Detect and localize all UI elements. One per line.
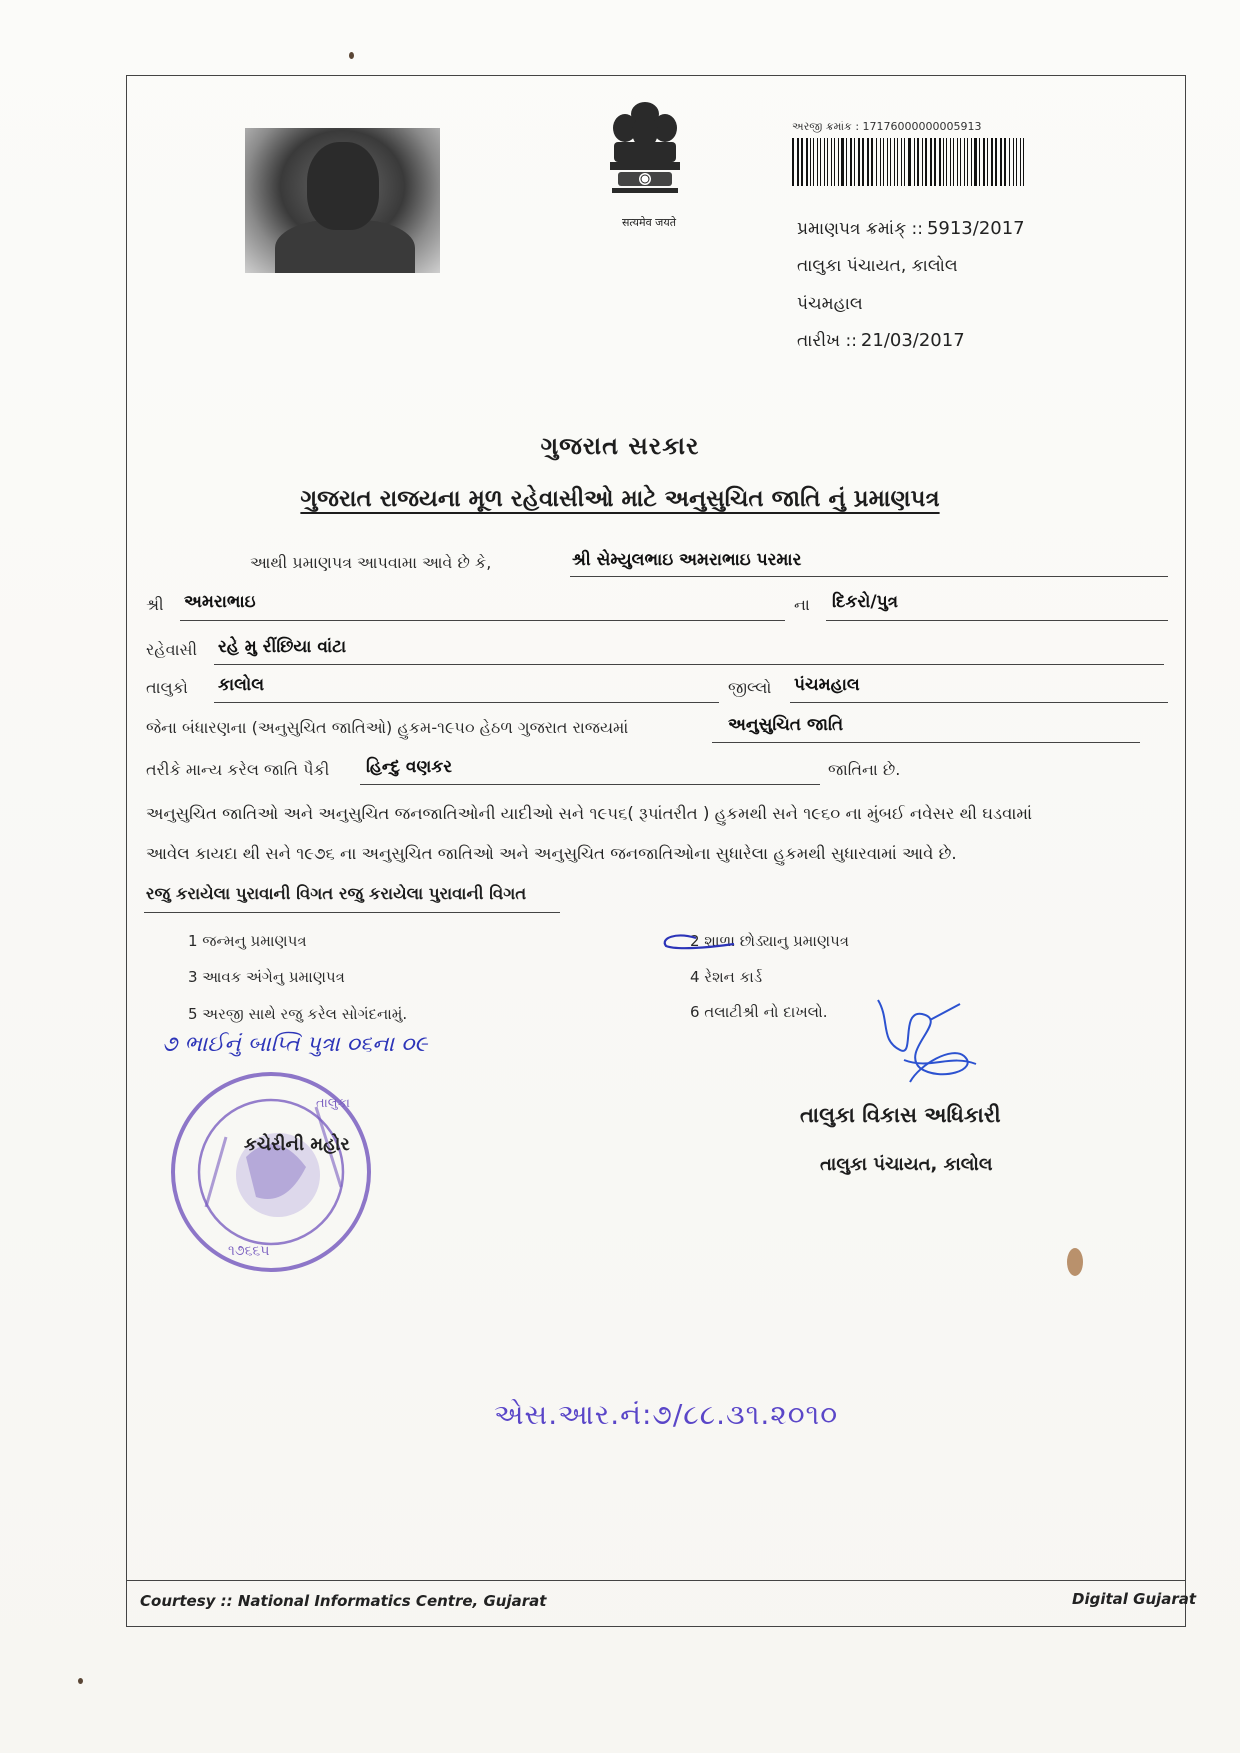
barcode-bar bbox=[810, 138, 811, 186]
certificate-title: ગુજરાત રાજયના મૂળ રહેવાસીઓ માટે અનુસુચિત જાતિ નું પ્રમાણપત્ર bbox=[300, 486, 940, 512]
footer-courtesy: Courtesy :: National Informatics Centre, Gujarat bbox=[140, 1592, 547, 1610]
underline bbox=[360, 784, 820, 785]
barcode-bar bbox=[817, 138, 818, 186]
barcode-bar bbox=[914, 138, 915, 186]
barcode-bar bbox=[858, 138, 860, 186]
shri-label: શ્રી bbox=[146, 595, 164, 614]
barcode-bar bbox=[806, 138, 808, 186]
issue-date: તારીખ :: 21/03/2017 bbox=[797, 330, 965, 351]
paper-speck bbox=[78, 1678, 83, 1684]
barcode-bar bbox=[925, 138, 927, 186]
barcode-bar bbox=[1013, 138, 1014, 186]
underline bbox=[144, 912, 560, 913]
barcode-bar bbox=[820, 138, 821, 186]
evidence-item: 1 જન્મનુ પ્રમાણપત્ર bbox=[188, 932, 307, 950]
barcode-bar bbox=[934, 138, 936, 186]
svg-text:તાલુકા: તાલુકા bbox=[316, 1096, 350, 1111]
barcode-bar bbox=[901, 138, 902, 186]
relation: દિકરો/પુત્ર bbox=[832, 592, 899, 612]
applicant-name: શ્રી સેમ્યુલભાઇ અમરાભાઇ પરમાર bbox=[572, 550, 802, 570]
government-title: ગુજરાત સરકાર bbox=[540, 432, 700, 460]
barcode-bar bbox=[897, 138, 898, 186]
barcode-bar bbox=[831, 138, 832, 186]
category: અનુસુચિત જાતિ bbox=[728, 715, 844, 735]
office-stamp bbox=[166, 1067, 376, 1277]
barcode-bar bbox=[979, 138, 980, 186]
barcode-bar bbox=[943, 138, 944, 186]
barcode-bar bbox=[883, 138, 884, 186]
barcode-bar bbox=[991, 138, 993, 186]
intro-label: આથી પ્રમાણપત્ર આપવામા આવે છે કે, bbox=[250, 553, 492, 572]
caste: હિન્દુ વણકર bbox=[366, 757, 453, 777]
barcode-bar bbox=[876, 138, 877, 186]
barcode-bar bbox=[834, 138, 835, 186]
barcode-bar bbox=[813, 138, 814, 186]
evidence-item: 2 શાળા છોડ્યાનુ પ્રમાણપત્ર bbox=[690, 932, 849, 950]
caste-suffix: જાતિના છે. bbox=[828, 760, 901, 779]
barcode-bar bbox=[946, 138, 947, 186]
barcode-bar bbox=[950, 138, 951, 186]
underline bbox=[180, 620, 785, 621]
barcode-bar bbox=[1023, 138, 1024, 186]
district-label: જીલ્લો bbox=[728, 678, 772, 697]
barcode-bar bbox=[1000, 138, 1002, 186]
legal-text-line-1: અનુસુચિત જાતિઓ અને અનુસુચિત જનજાતિઓની યાદીઓ સને ૧૯૫૬( રૂપાંતરીત ) હુકમથી સને ૧૯૬૦ ના મુંબઈ નવેસર થી ઘડવામાં bbox=[146, 804, 1033, 823]
barcode-bar bbox=[922, 138, 923, 186]
barcode-bar bbox=[792, 138, 794, 186]
na-label: ના bbox=[794, 595, 810, 614]
recognized-label: તરીકે માન્ય કરેલ જાતિ પૈકી bbox=[146, 760, 330, 779]
issuing-office: તાલુકા પંચાયત, કાલોલ bbox=[797, 256, 958, 276]
barcode-bar bbox=[939, 138, 941, 186]
underline bbox=[214, 664, 1164, 665]
taluka: કાલોલ bbox=[218, 675, 265, 695]
barcode-bar bbox=[890, 138, 891, 186]
underline bbox=[712, 742, 1140, 743]
barcode-bar bbox=[930, 138, 932, 186]
footer-brand: Digital Gujarat bbox=[1072, 1590, 1197, 1608]
address: રહે મુ રીંછિયા વાંટા bbox=[218, 637, 347, 657]
barcode-bar bbox=[904, 138, 905, 186]
barcode-bar bbox=[841, 138, 844, 186]
barcode-bar bbox=[827, 138, 828, 186]
handwritten-note: ૭ ભાઈનું બાપ્તિ પુત્રા ૦૬ના ૦૯ bbox=[162, 1032, 428, 1057]
barcode-bar bbox=[846, 138, 847, 186]
evidence-item: 4 રેશન કાર્ડ bbox=[690, 968, 763, 986]
barcode-bar bbox=[1004, 138, 1006, 186]
evidence-heading: રજુ કરાયેલા પુરાવાની વિગત રજુ કરાયેલા પુરાવાની વિગત bbox=[146, 884, 527, 903]
father-name: અમરાભાઇ bbox=[184, 592, 256, 612]
barcode-bar bbox=[797, 138, 799, 186]
barcode-bar bbox=[850, 138, 852, 186]
evidence-item: 6 તલાટીશ્રી નો દાખલો. bbox=[690, 1003, 828, 1021]
barcode-bar bbox=[917, 138, 919, 186]
barcode-bar bbox=[824, 138, 825, 186]
underline bbox=[826, 620, 1168, 621]
barcode-bar bbox=[887, 138, 888, 186]
barcode-bar bbox=[862, 138, 864, 186]
barcode-bar bbox=[1009, 138, 1010, 186]
barcode-bar bbox=[995, 138, 997, 186]
application-number: અરજી ક્રમાંક : 17176000000005913 bbox=[792, 120, 982, 133]
barcode-bar bbox=[964, 138, 965, 186]
barcode bbox=[792, 138, 1028, 186]
issuing-district: પંચમહાલ bbox=[797, 294, 863, 314]
barcode-bar bbox=[880, 138, 881, 186]
legal-text-line-2: આવેલ કાયદા થી સને ૧૯૭૬ ના અનુસુચિત જાતિઓ અને અનુસુચિત જનજાતિઓના સુધારેલા હુકમથી સુધારવામાં આવે છે. bbox=[146, 844, 957, 863]
emblem-motto: सत्यमेव जयते bbox=[621, 216, 676, 229]
strike-mark bbox=[656, 930, 736, 960]
applicant-photo bbox=[245, 128, 440, 273]
evidence-item: 5 અરજી સાથે રજુ કરેલ સોગંદનામું. bbox=[188, 1005, 408, 1023]
barcode-bar bbox=[871, 138, 873, 186]
barcode-bar bbox=[960, 138, 961, 186]
barcode-bar bbox=[967, 138, 968, 186]
underline bbox=[570, 576, 1168, 577]
barcode-bar bbox=[801, 138, 803, 186]
underline bbox=[214, 702, 719, 703]
office-seal-label: કચેરીની મહોર bbox=[244, 1134, 350, 1155]
barcode-bar bbox=[838, 138, 839, 186]
barcode-bar bbox=[908, 138, 911, 186]
barcode-bar bbox=[1020, 138, 1021, 186]
barcode-bar bbox=[987, 138, 988, 186]
state-emblem-icon bbox=[600, 98, 690, 210]
barcode-bar bbox=[894, 138, 895, 186]
district: પંચમહાલ bbox=[794, 675, 860, 695]
svg-text:૧૭૬૬૫: ૧૭૬૬૫ bbox=[228, 1243, 270, 1259]
footer-divider bbox=[126, 1580, 1186, 1581]
paper-speck bbox=[349, 52, 354, 59]
barcode-bar bbox=[974, 138, 977, 186]
barcode-bar bbox=[1016, 138, 1017, 186]
taluka-label: તાલુકો bbox=[146, 678, 188, 697]
serial-number-stamp: એસ.આર.નં:૭/૮૮.૩૧.૨૦૧૦ bbox=[494, 1398, 839, 1431]
order-label: જેના બંધારણના (અનુસુચિત જાતિઓ) હુકમ-૧૯૫૦ હેઠળ ગુજરાત રાજયમાં bbox=[146, 718, 629, 737]
resident-label: રહેવાસી bbox=[146, 640, 198, 659]
signatory-office: તાલુકા પંચાયત, કાલોલ bbox=[820, 1154, 993, 1175]
barcode-bar bbox=[971, 138, 972, 186]
evidence-item: 3 આવક અંગેનુ પ્રમાણપત્ર bbox=[188, 968, 345, 986]
barcode-bar bbox=[867, 138, 869, 186]
certificate-number: પ્રમાણપત્ર ક્રમાંક્ :: 5913/2017 bbox=[797, 218, 1025, 239]
officer-signature bbox=[860, 990, 990, 1100]
barcode-bar bbox=[983, 138, 985, 186]
barcode-bar bbox=[953, 138, 954, 186]
underline bbox=[790, 702, 1168, 703]
barcode-bar bbox=[957, 138, 958, 186]
barcode-bar bbox=[854, 138, 855, 186]
signatory-title: તાલુકા વિકાસ અધિકારી bbox=[800, 1103, 1001, 1127]
